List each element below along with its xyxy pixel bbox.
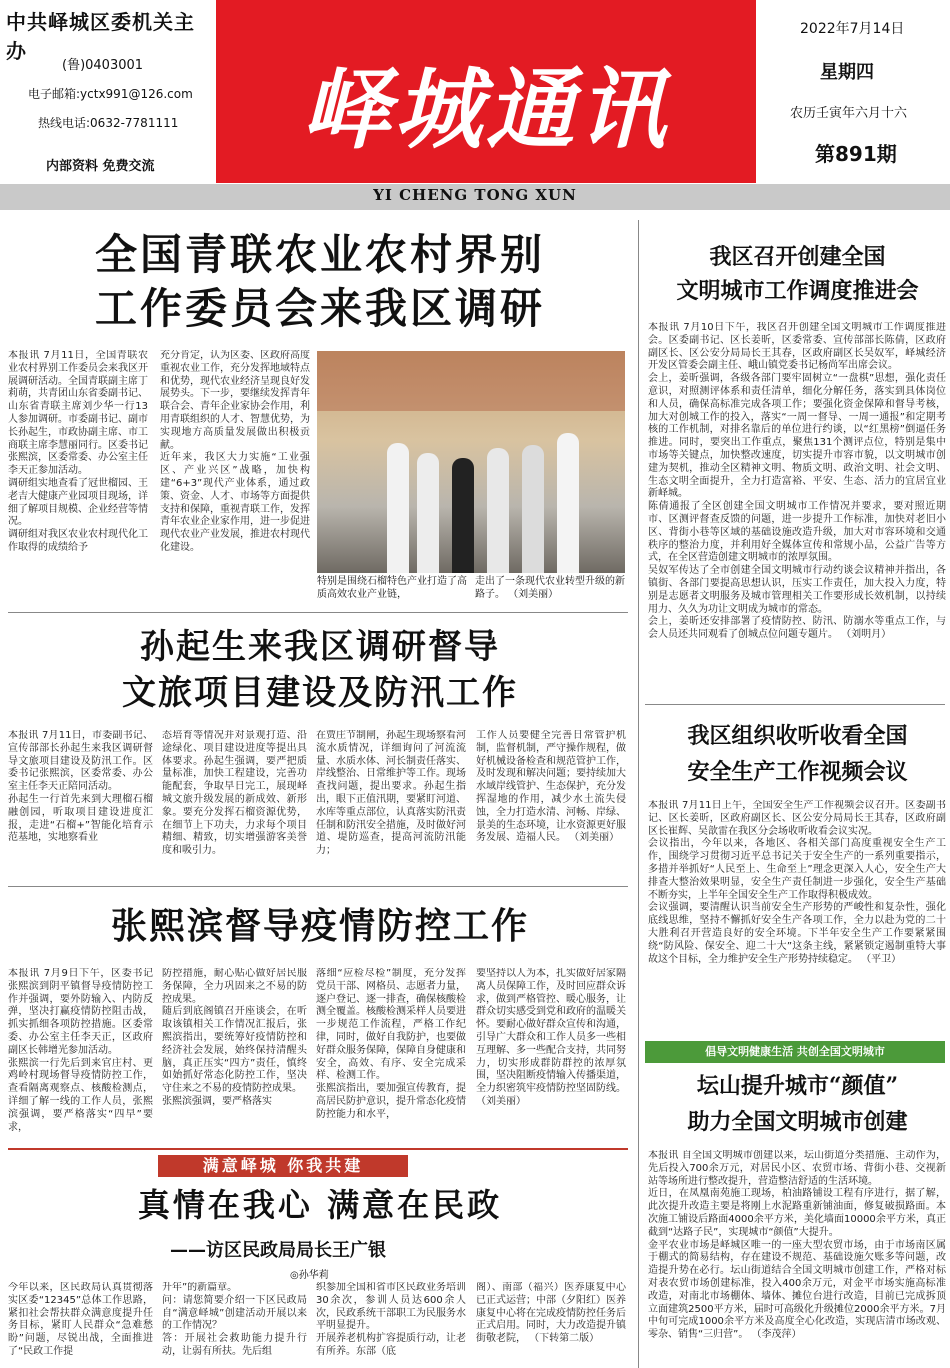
article2-column4: 工作人员要健全完善日常管护机制，监督机制，严守操作规程，做好机械设备检查和规范管护工作，及时发现和解决问题；要持续加大水域岸线管护、生态保护，充分发挥湿地的作用，减少水土流失侵蚀，全力打造水清、河畅、岸绿、景美的生态环境，让水资源更好服务发展、造福人民。 （刘美丽） (476, 730, 626, 844)
hotline: 热线电话:0632-7781111 (38, 116, 179, 130)
article2-column3: 在贾庄节制闸，孙起生现场察看河流水质情况，详细询问了河流流量、水质水体、河长制责任落实、岸线整治、日常维护等工作。现场查找问题，提出要求。孙起生指出，眼下正值汛期，要紧盯河道、水库等重点部位，认真落实防汛责任制和防汛安全措施，及时做好河道、堤防巡查，提高河流防汛能力； (316, 730, 466, 857)
article2-column2: 态培育等情况并对景观打造、沿途绿化、项目建设进度等提出具体要求。孙起生强调，要严把质量标准，加快工程建设，完善功能配套，争取早日完工，展现峄城文旅升级发展的新成效、新形象。要充分发挥石榴资源优势，在细节上下功夫，力求每个项目精细、精致，切实增强游客美誉度和吸引力。 (162, 730, 307, 857)
divider (8, 612, 628, 613)
article4-column4: 阁）、南部（福兴）医养康复中心已正式运营；中部（夕阳红）医养康复中心将在完成疫情防控任务后正式启用。同时，大力改造提升镇街敬老院， （下转第二版） (476, 1282, 626, 1345)
article4-column1: 今年以来，区民政局认真贯彻落实区委“12345”总体工作思路，紧扣社会帮扶群众满意度提升任务目标，紧盯人民群众“急难愁盼”问题，尽锐出战，全面推进了“民政工作提 (8, 1282, 153, 1357)
article3-column4: 要坚持以人为本，扎实做好居家隔离人员保障工作，及时回应群众诉求，做到严格管控、暖心服务，让群众切实感受到党和政府的温暖关怀。要耐心做好群众宣传和沟通，引导广大群众和工作人员多一些相互理解、多一些配合支持，共同努力，切实形成群防群控的浓厚氛围，坚决阻断疫情输入传播渠道，全力织密筑牢疫情防控坚固防线。 （刘美丽） (476, 968, 626, 1107)
article4-column2: 升年”的新篇章。 问：请您简要介绍一下区民政局自“满意峄城”创建活动开展以来的工作情况？ 答：开展社会救助能力提升行动，让弱有所扶。先后组 (162, 1282, 307, 1357)
right-article2-headline: 我区组织收听收看全国 安全生产工作视频会议 (687, 723, 908, 785)
article3-column2: 防控措施，耐心贴心做好居民服务保障，全力巩固来之不易的防控成果。 随后到底阁镇召开座谈会，在听取该镇相关工作情况汇报后，张熙滨指出，要统筹好疫情防控和经济社会发展，始终保持清醒头脑，真正压实“四方”责任，慎终如始抓好常态化防控工作，坚决守住来之不易的疫情防控成果。 张熙滨强调，要严格落实 (162, 968, 307, 1107)
organizer: 中共峄城区委机关主办 (6, 10, 195, 63)
email: 电子邮箱:yctx991@126.com (28, 87, 193, 101)
newspaper-title: 峄城通讯 (301, 57, 670, 161)
article1-column2: 充分肯定，认为区委、区政府高度重视农业工作，充分发挥地域特点和优势，现代农业经济呈现良好发展势头。下一步，要继续发挥青年联合会、青年企业家协会作用，利用青联组织的人才、智慧优势，为实现地方高质量发展做出积极贡献。 近年来，我区大力实施“工业强区、产业兴区”战略，加快构建“6+3”现代产业体系，通过政策、资金、人才、市场等方面提供支持和保障，重视青联工作，发挥青年农业企业家作用，进一步促进现代农业产业发展，推进农村现代化建设。 (160, 350, 310, 553)
divider (8, 1148, 628, 1150)
right-article2-body: 本报讯 7月11日上午，全国安全生产工作视频会议召开。区委副书记、区长姜昕，区政府副区长、区公安分局局长王其春，区政府副区长崔辉、吴歆雷在我区分会场收听收看会议实况。 会议指出，今年以来，各地区、各相关部门高度重视安全生产工作，围绕学习贯彻习近平总书记关于安全生产的一系列重要指示，多措并举抓好“人民至上、生命至上”理念更深入人心，安全生产大排查大整治效果明显，安全生产责任制进一步强化，安全生产基础不断夯实，上半年全国安全生产工作取得积极成效。 会议强调，要清醒认识当前安全生产形势的严峻性和复杂性，强化底线思维，坚持不懈抓好安全生产各项工作，全力以赴为党的二十大胜利召开营造良好的安全环境。下半年安全生产工作要紧紧围绕“防风险、保安全、迎二十大”这条主线，紧紧锁定遏制重特大事故这个目标，全力维护安全生产形势持续稳定。 （平卫） (648, 800, 946, 965)
right-article1-body: 本报讯 7月10日下午，我区召开创建全国文明城市工作调度推进会。区委副书记、区长姜昕，区委常委、宣传部部长陈倩，区政府副区长、区公安分局局长王其春，区政府副区长吴奴军，峄城经济开发区管委会副主任、峨山镇党委书记杨尚军出席会议。 会上，姜昕强调，各级各部门要牢固树立“一盘棋”思想，强化责任意识，对照测评体系和责任清单，细化分解任务，落实到具体岗位和人员，确保高标准完成各项工作；要强化资金保障和督导考核，加大对创城工作的投入，落实“一周一督导、一周一通报”和定期考核的工作机制，对排名靠后的单位进行约谈，以“红黑榜”倒逼任务推进。同时，要突出工作重点，聚焦131个测评点位，特别是集中市场等关键点，加快整改速度，切实提升市容市貌，以文明城市创建为契机，推动全区精神文明、物质文明、政治文明、社会文明、生态文明全面提升，全力打造富裕、平安、生态、活力的宜居宜业新峄城。 陈倩通报了全区创建全国文明城市工作情况并要求，要对照近期市、区测评督查反馈的问题，进一步提升工作标准，加快对老旧小区、背街小巷等区域的基础设施改造升级，加大对市容环境和交通秩序的整治力度，并利用好全媒体宣传和常规小品，公益广告等方式，在全区营造创建文明城市的浓厚氛围。 吴奴军传达了全市创建全国文明城市行动约谈会议精神并指出，各镇街、各部门要提高思想认识，压实工作责任，加大投入力度，特别是志愿者文明服务及城市管理相关工作要形成长效机制，以持续用力、久久为功让文明成为城市的常态。 会上，姜昕还安排部署了疫情防控、防汛、防溺水等重点工作，与会人员还共同观看了创城点位问题专题片。 （刘明月） (648, 322, 946, 641)
lunar-date: 农历壬寅年六月十六 (790, 106, 908, 121)
date: 2022年7月14日 (800, 21, 905, 37)
campaign-banner: 满意峄城 你我共建 (158, 1155, 408, 1177)
divider (645, 704, 945, 705)
article4-column3: 织参加全国和省市区民政业务培训30余次，参训人员达600余人次，民政系统干部职工为民服务水平明显提升。 开展养老机构扩容提质行动，让老有所养。东部（底 (316, 1282, 466, 1357)
article2-column1: 本报讯 7月11日，市委副书记、宣传部部长孙起生来我区调研督导文旅项目建设及防汛工作。区委书记张熙滨，区委常委、办公室主任李天正陪同活动。 孙起生一行首先来到大理榴石榴融创园，听取项目建设进度汇报，走进“石榴+”智能化培育示范基地，实地察看业 (8, 730, 153, 844)
article3-column3: 落细“应检尽检”制度，充分发挥党员干部、网格员、志愿者力量，逐户登记、逐一排查，确保核酸检测全覆盖。核酸检测采样人员要进一步规范工作流程，严格工作纪律，同时，做好自我防护，也要做好群众服务保障，保障自身健康和安全，高效、有序、安全完成采样、检测工作。 张熙滨指出，要加强宣传教育，提高居民防护意识，提升常态化疫情防控能力和水平， (316, 968, 466, 1120)
article3-headline: 张熙滨督导疫情防控工作 (110, 906, 529, 947)
article2-headline: 孙起生来我区调研督导 文旅项目建设及防汛工作 (122, 627, 518, 713)
article4-subtitle: ——访区民政局局长王广银 (170, 1240, 386, 1261)
divider (8, 886, 628, 887)
article1-caption-left: 特别是围绕石榴特色产业打造了高质高效农业产业链， (317, 576, 467, 600)
article3-column1: 本报讯 7月9日下午，区委书记张熙滨到阴平镇督导疫情防控工作并强调，要外防输入、内防反弹，坚决打赢疫情防控阻击战，抓实抓细各项防控措施。区委常委、办公室主任李天正，区政府副区长韩增光参加活动。 张熙滨一行先后到来官庄村、更鸡岭村现场督导疫情防控工作，查看隔离观察点、核酸检测点，详细了解一线的工作人员，张熙滨强调，要严格落实“四早”要求， (8, 968, 153, 1133)
right-article1-headline: 我区召开创建全国 文明城市工作调度推进会 (676, 244, 919, 304)
article1-headline: 全国青联农业农村界别 工作委员会来我区调研 (94, 230, 545, 333)
license-number: (鲁)0403001 (62, 58, 144, 73)
column-divider (638, 220, 639, 1368)
article4-headline: 真情在我心 满意在民政 (137, 1186, 503, 1224)
article1-photo (317, 351, 625, 573)
issue-number: 第891期 (815, 142, 897, 166)
civilization-banner: 倡导文明健康生活 共创全国文明城市 (645, 1041, 945, 1063)
pinyin-title: YI CHENG TONG XUN (373, 186, 577, 204)
weekday: 星期四 (820, 62, 874, 83)
right-article3-body: 本报讯 自全国文明城市创建以来，坛山街道分类措施、主动作为，先后投入700余万元，对居民小区、农贸市场、背街小巷、交视新站等场所进行整改提升，营造整洁舒适的生活环境。 近日，在凤凰南苑施工现场，柏油路铺设工程有序进行，据了解，此次提升改造主要是将刚上水泥路重新铺油面，修复破损路面。本次施工铺设后路面4000余平方米，美化墙面10000余平方米，真正截到“达路子民”，实现城市“颜值”大提升。 金平农业市场是峄城区唯一的一座大型农贸市场，由于市场南区属于棚式的简易结构，存在建设不规范、基础设施欠账多等问题，改造提升势在必行。坛山街道结合全国文明城市创建工作，严格对标对表农贸市场创建标准，投入400余万元，对金平市场实施高标准改造，对南北市场棚体、墙体、摊位台进行改造，目前已完成拆顶立面建筑2500平方米，届时可高级化升级摊位2000余平方米。7月中旬可完成1000余平方米及高度全心化改造，实现店清市场改观、零杂、销售“三归营”。 （李茂萍） (648, 1150, 946, 1341)
article1-column1: 本报讯 7月11日，全国青联农业农村界别工作委员会来我区开展调研活动。全国青联副主席丁莉萌，共青团山东省委副书记、山东省青联主席刘少华一行13人参加调研。市委副书记、副市长孙起生，市政协副主席、市工商联主席李慧丽同行。区委书记张熙滨，区委常委、办公室主任李天正参加活动。 调研组实地查看了冠世榴园、王老吉大健康产业园项目现场，详细了解项目规模、企业经营等情况。 调研组对我区农业农村现代化工作取得的成绩给予 (8, 350, 148, 553)
article4-author: ◎孙华莉 (290, 1270, 329, 1281)
article1-caption-right: 走出了一条现代农业转型升级的新路子。 （刘美丽） (475, 576, 625, 600)
internal-note: 内部资料 免费交流 (46, 159, 155, 174)
right-article3-headline: 坛山提升城市“颜值” 助力全国文明城市创建 (687, 1073, 908, 1135)
